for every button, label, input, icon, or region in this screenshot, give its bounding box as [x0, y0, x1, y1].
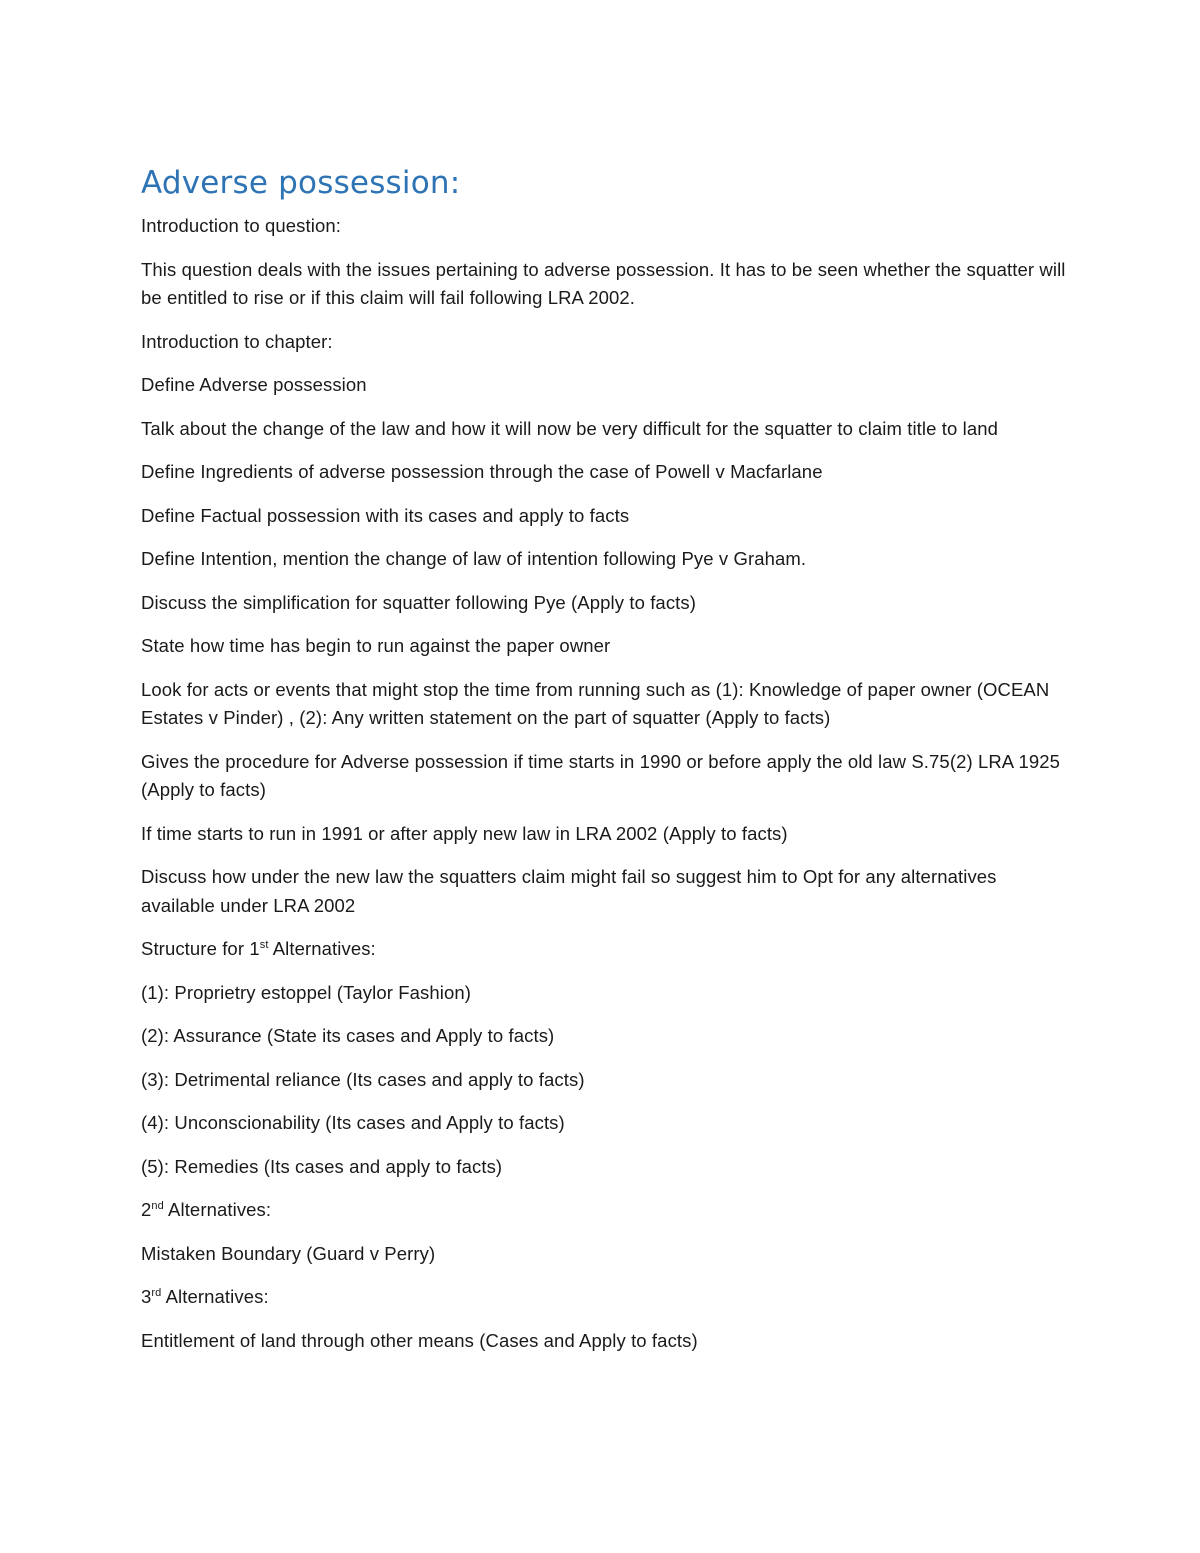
paragraph: Gives the procedure for Adverse possession if time starts in 1990 or before apply the old law S.75(2) LRA 1925 (Apply to facts) [141, 750, 1061, 800]
first-alternatives-heading [141, 935, 1066, 964]
list-item: (3): Detrimental reliance (Its cases and apply to facts) [141, 1068, 585, 1090]
heading-text: Structure for 1 [141, 938, 260, 959]
third-alternatives-heading [141, 1283, 1066, 1312]
ordinal-suffix: rd [151, 1286, 162, 1299]
paragraph: Define Factual possession with its cases and apply to facts [141, 504, 630, 526]
paragraph: Talk about the change of the law and how it will now be very difficult for the squatter to claim title to land [141, 417, 998, 439]
heading-text: Alternatives: [268, 938, 376, 959]
paragraph: Introduction to chapter: [141, 330, 333, 352]
list-item: Mistaken Boundary (Guard v Perry) [141, 1242, 436, 1264]
paragraph: Define Ingredients of adverse possession through the case of Powell v Macfarlane [141, 461, 823, 482]
ordinal-suffix: nd [151, 1199, 164, 1212]
paragraph: Discuss the simplification for squatter following Pye (Apply to facts) [141, 591, 697, 613]
heading-text: 3 [141, 1286, 152, 1307]
heading-text: 2 [141, 1199, 152, 1220]
paragraph: Look for acts or events that might stop the time from running such as (1): Knowledge of paper owner (OCEAN Estates v Pinder) , (2): Any written statement on the part of squatter (Apply to facts) [141, 678, 1050, 728]
list-item: (1): Proprietry estoppel (Taylor Fashion) [141, 981, 472, 1003]
paragraph: Introduction to question: [141, 215, 341, 236]
paragraph: State how time has begin to run against the paper owner [141, 635, 611, 656]
second-alternatives-heading [141, 1196, 1066, 1225]
paragraph: Define Adverse possession [141, 374, 367, 395]
heading-text: Alternatives: [161, 1286, 269, 1307]
paragraph: Define Intention, mention the change of law of intention following Pye v Graham. [141, 548, 807, 569]
ordinal-suffix: st [259, 938, 269, 951]
heading-text: Alternatives: [163, 1199, 272, 1220]
document-title: Adverse possession: [141, 165, 461, 201]
list-item: (4): Unconscionability (Its cases and Apply to facts) [141, 1112, 565, 1133]
list-item: (2): Assurance (State its cases and Apply to facts) [141, 1025, 555, 1046]
paragraph: If time starts to run in 1991 or after apply new law in LRA 2002 (Apply to facts) [141, 822, 788, 844]
paragraph: Discuss how under the new law the squatters claim might fail so suggest him to Opt for any alternatives available under LRA 2002 [141, 866, 997, 916]
paragraph: This question deals with the issues pertaining to adverse possession. It has to be seen whether the squatter will be entitled to rise or if this claim will fail following LRA 2002. [141, 258, 1066, 308]
list-item: Entitlement of land through other means (Cases and Apply to facts) [141, 1329, 698, 1351]
document-body [141, 163, 1066, 1370]
list-item: (5): Remedies (Its cases and apply to facts) [141, 1155, 503, 1177]
